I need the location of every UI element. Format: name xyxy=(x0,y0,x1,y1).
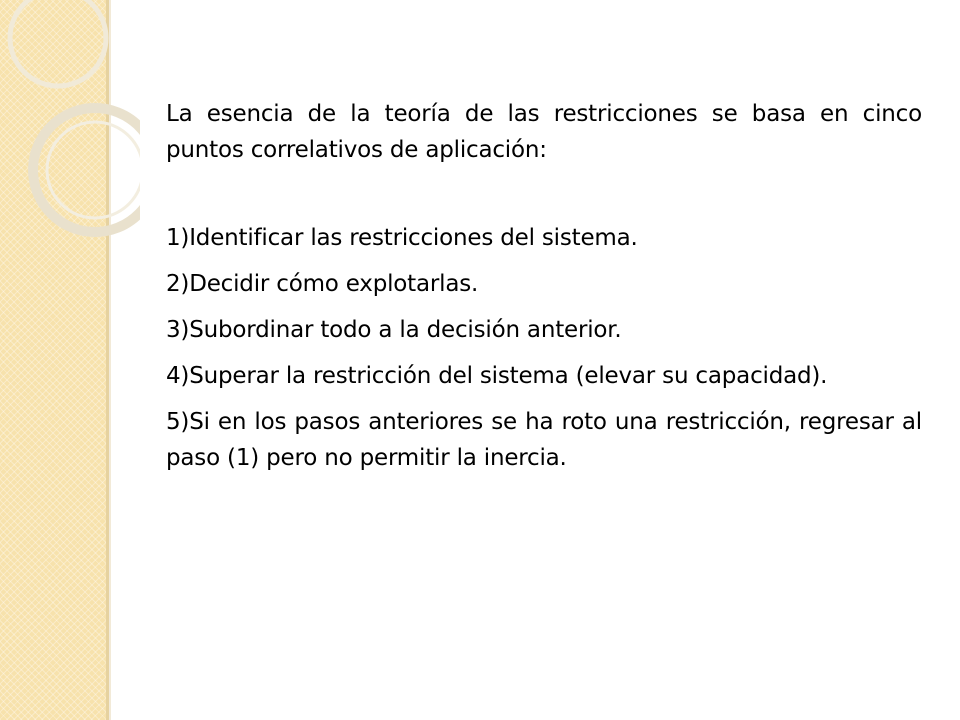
step-item-4: 4)Superar la restricción del sistema (elevar su capacidad). xyxy=(166,363,828,389)
step-item-3: 3)Subordinar todo a la decisión anterior. xyxy=(166,317,622,343)
intro-paragraph: La esencia de la teoría de las restricciones se basa en cinco puntos correlativos de aplicación: xyxy=(166,101,922,163)
step-item-1: 1)Identificar las restricciones del sistema. xyxy=(166,225,638,251)
slide-content xyxy=(166,96,922,486)
step-item-5: 5)Si en los pasos anteriores se ha roto una restricción, regresar al paso (1) pero no permitir la inercia. xyxy=(166,409,922,471)
step-item-2: 2)Decidir cómo explotarlas. xyxy=(166,271,479,297)
decorative-rings-icon xyxy=(0,0,140,280)
